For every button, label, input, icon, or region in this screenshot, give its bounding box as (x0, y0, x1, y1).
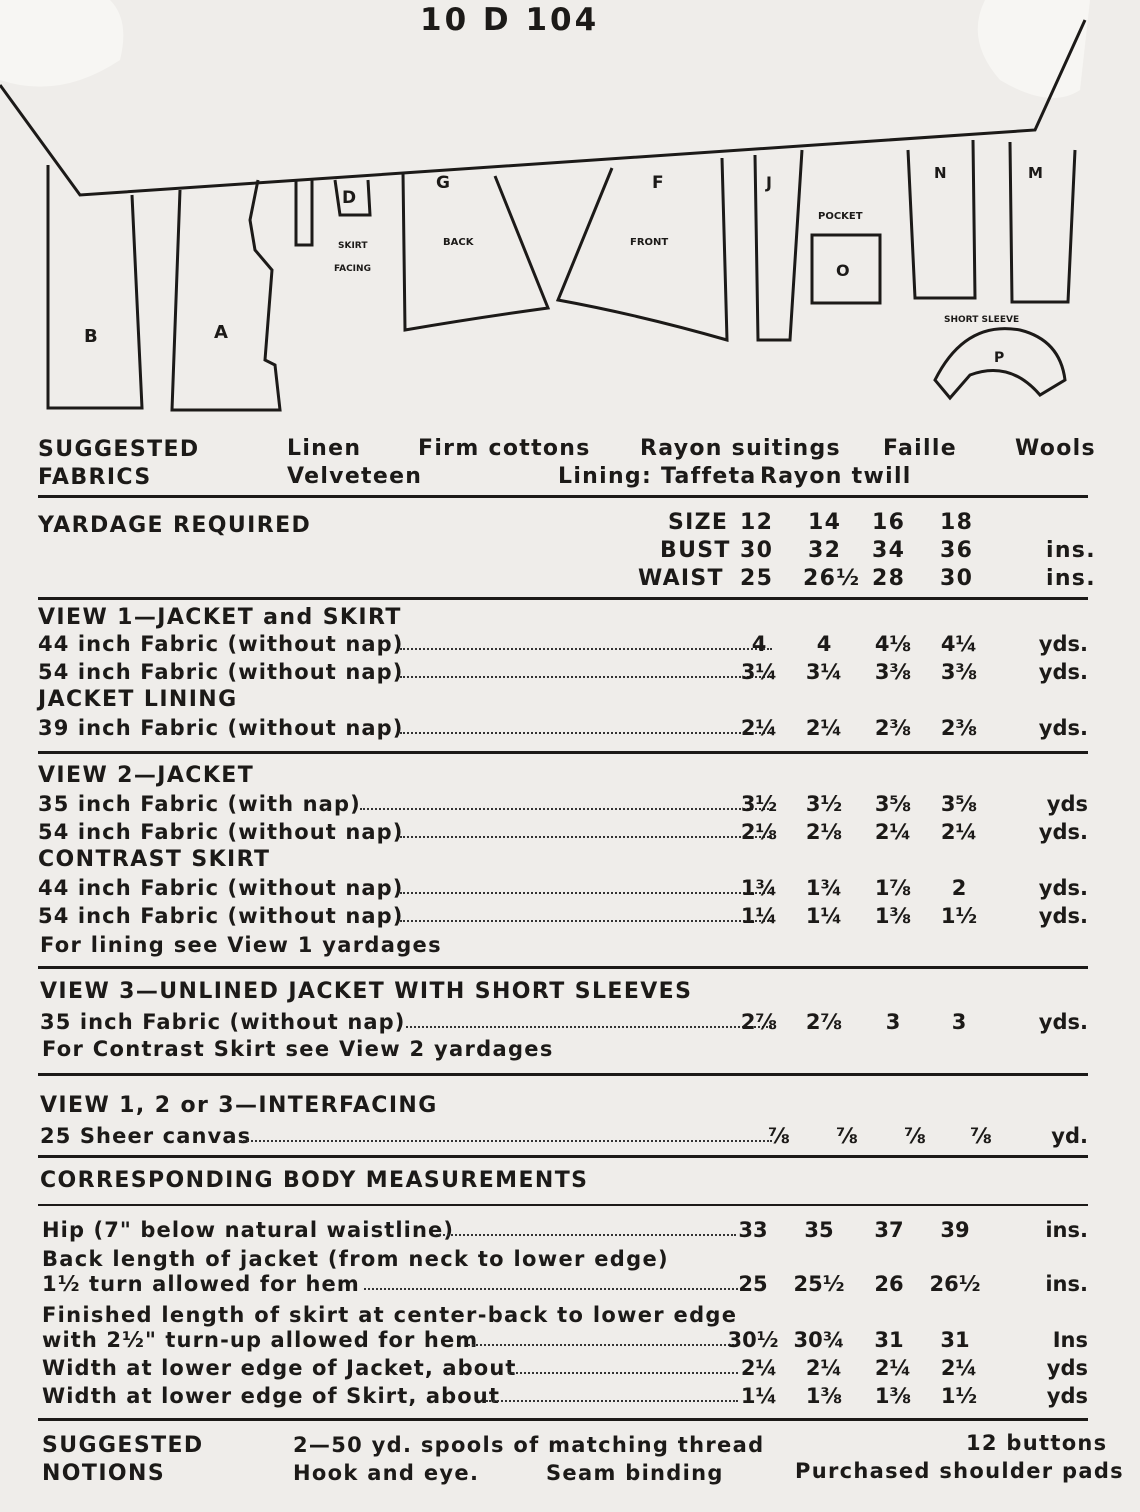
view2-note: For lining see View 1 yardages (40, 933, 442, 957)
fabric-rayon-suitings: Rayon suitings (640, 436, 841, 461)
caption-front: FRONT (630, 237, 669, 248)
divider (38, 1204, 1088, 1206)
jacket-lining-heading: JACKET LINING (38, 687, 238, 712)
divider (38, 495, 1088, 498)
piece-label-d: D (342, 188, 357, 208)
waist-14: 26½ (803, 566, 861, 591)
bust-14: 32 (808, 538, 842, 563)
notions-heading-2: NOTIONS (42, 1461, 166, 1486)
skirt-length-row: with 2½" turn-up allowed for hem 30½ 30¾ 31 31 Ins (42, 1328, 1088, 1352)
view1-heading: VIEW 1—JACKET and SKIRT (38, 605, 402, 630)
view1-lining-row: 39 inch Fabric (without nap) 2¼ 2¼ 2⅜ 2⅜ yds. (38, 716, 1088, 740)
size-label: SIZE (668, 510, 729, 535)
piece-label-j: J (766, 173, 772, 192)
size-18: 18 (940, 510, 974, 535)
body-heading: CORRESPONDING BODY MEASUREMENTS (40, 1168, 589, 1193)
waist-unit: ins. (1046, 566, 1096, 591)
yardage-heading: YARDAGE REQUIRED (38, 513, 312, 538)
view1-row-44: 44 inch Fabric (without nap) 4 4 4⅛ 4¼ yds. (38, 632, 1088, 656)
size-16: 16 (872, 510, 906, 535)
bust-16: 34 (872, 538, 906, 563)
view2-row-54: 54 inch Fabric (without nap) 2⅛ 2⅛ 2¼ 2¼ yds. (38, 820, 1088, 844)
interfacing-heading: VIEW 1, 2 or 3—INTERFACING (40, 1093, 438, 1118)
notions-heading-1: SUGGESTED (42, 1433, 204, 1458)
view2-row-35: 35 inch Fabric (with nap) 3½ 3½ 3⅝ 3⅝ yds (38, 792, 1088, 816)
back-length-line1: Back length of jacket (from neck to lower edge) (42, 1247, 669, 1271)
piece-label-b: B (84, 326, 98, 347)
waist-16: 28 (872, 566, 906, 591)
back-length-row: 1½ turn allowed for hem 25 25½ 26 26½ ins. (42, 1272, 1088, 1296)
piece-label-o: O (836, 261, 850, 280)
divider (38, 1155, 1088, 1158)
skirt-length-line1: Finished length of skirt at center-back to lower edge (42, 1303, 738, 1327)
skirt-width-row: Width at lower edge of Skirt, about 1¼ 1⅜ 1⅜ 1½ yds (42, 1384, 1088, 1408)
caption-pocket: POCKET (818, 211, 863, 222)
waist-label: WAIST (638, 566, 724, 591)
folded-paper-left (0, 0, 123, 87)
fabric-faille: Faille (883, 436, 957, 461)
hip-row: Hip (7" below natural waistline) 33 35 37 39 ins. (42, 1218, 1088, 1242)
pattern-layout-diagram (0, 0, 1140, 430)
contrast-row-54: 54 inch Fabric (without nap) 1¼ 1¼ 1⅜ 1½ yds. (38, 904, 1088, 928)
piece-label-g: G (436, 173, 450, 193)
bust-label: BUST (660, 538, 731, 563)
piece-label-m: M (1028, 164, 1043, 182)
notion-buttons: 12 buttons (966, 1431, 1108, 1455)
interfacing-row: 25 Sheer canvas ⅞ ⅞ ⅞ ⅞ yd. (40, 1124, 1088, 1148)
fabric-velveteen: Velveteen (287, 464, 423, 489)
piece-label-a: A (214, 322, 228, 343)
bust-unit: ins. (1046, 538, 1096, 563)
bust-12: 30 (740, 538, 774, 563)
fabrics-heading-1: SUGGESTED (38, 437, 200, 462)
fold-line (0, 20, 1085, 195)
divider (38, 597, 1088, 600)
caption-skirt-facing-1: SKIRT (338, 241, 368, 251)
divider (38, 1073, 1088, 1076)
waist-18: 30 (940, 566, 974, 591)
fabric-linen: Linen (287, 436, 362, 461)
view3-row-35: 35 inch Fabric (without nap) 2⅞ 2⅞ 3 3 yds. (40, 1010, 1088, 1034)
view3-note: For Contrast Skirt see View 2 yardages (42, 1037, 554, 1061)
fabric-firm-cottons: Firm cottons (418, 436, 591, 461)
caption-back: BACK (443, 237, 474, 248)
piece-b (48, 165, 142, 408)
caption-short-sleeve: SHORT SLEEVE (944, 315, 1020, 325)
divider (38, 966, 1088, 969)
piece-label-n: N (934, 164, 947, 182)
jacket-width-row: Width at lower edge of Jacket, about 2¼ 2¼ 2¼ 2¼ yds (42, 1356, 1088, 1380)
pattern-number: 10 D 104 (420, 2, 600, 38)
notion-hook: Hook and eye. (293, 1461, 480, 1485)
piece-a (172, 180, 280, 410)
bust-18: 36 (940, 538, 974, 563)
fabric-wools: Wools (1015, 436, 1096, 461)
contrast-row-44: 44 inch Fabric (without nap) 1¾ 1¾ 1⅞ 2 yds. (38, 876, 1088, 900)
caption-skirt-facing-2: FACING (334, 264, 371, 274)
view2-heading: VIEW 2—JACKET (38, 763, 255, 788)
fabric-lining: Lining: Taffeta (558, 464, 757, 489)
notion-pads: Purchased shoulder pads (795, 1459, 1124, 1483)
contrast-skirt-heading: CONTRAST SKIRT (38, 847, 271, 872)
fabric-rayon-twill: Rayon twill (760, 464, 912, 489)
size-14: 14 (808, 510, 842, 535)
view1-row-54: 54 inch Fabric (without nap) 3¼ 3¼ 3⅜ 3⅜ yds. (38, 660, 1088, 684)
piece-label-p: P (994, 350, 1005, 366)
piece-label-f: F (652, 173, 664, 193)
piece-strip (296, 180, 312, 245)
notion-thread: 2—50 yd. spools of matching thread (293, 1433, 765, 1457)
piece-f (558, 158, 727, 340)
divider (38, 751, 1088, 754)
piece-j (755, 150, 802, 340)
fabrics-heading-2: FABRICS (38, 465, 152, 490)
waist-12: 25 (740, 566, 774, 591)
notion-seam: Seam binding (546, 1461, 724, 1485)
piece-g (403, 172, 548, 330)
size-12: 12 (740, 510, 774, 535)
divider (38, 1418, 1088, 1421)
view3-heading: VIEW 3—UNLINED JACKET WITH SHORT SLEEVES (40, 979, 693, 1004)
